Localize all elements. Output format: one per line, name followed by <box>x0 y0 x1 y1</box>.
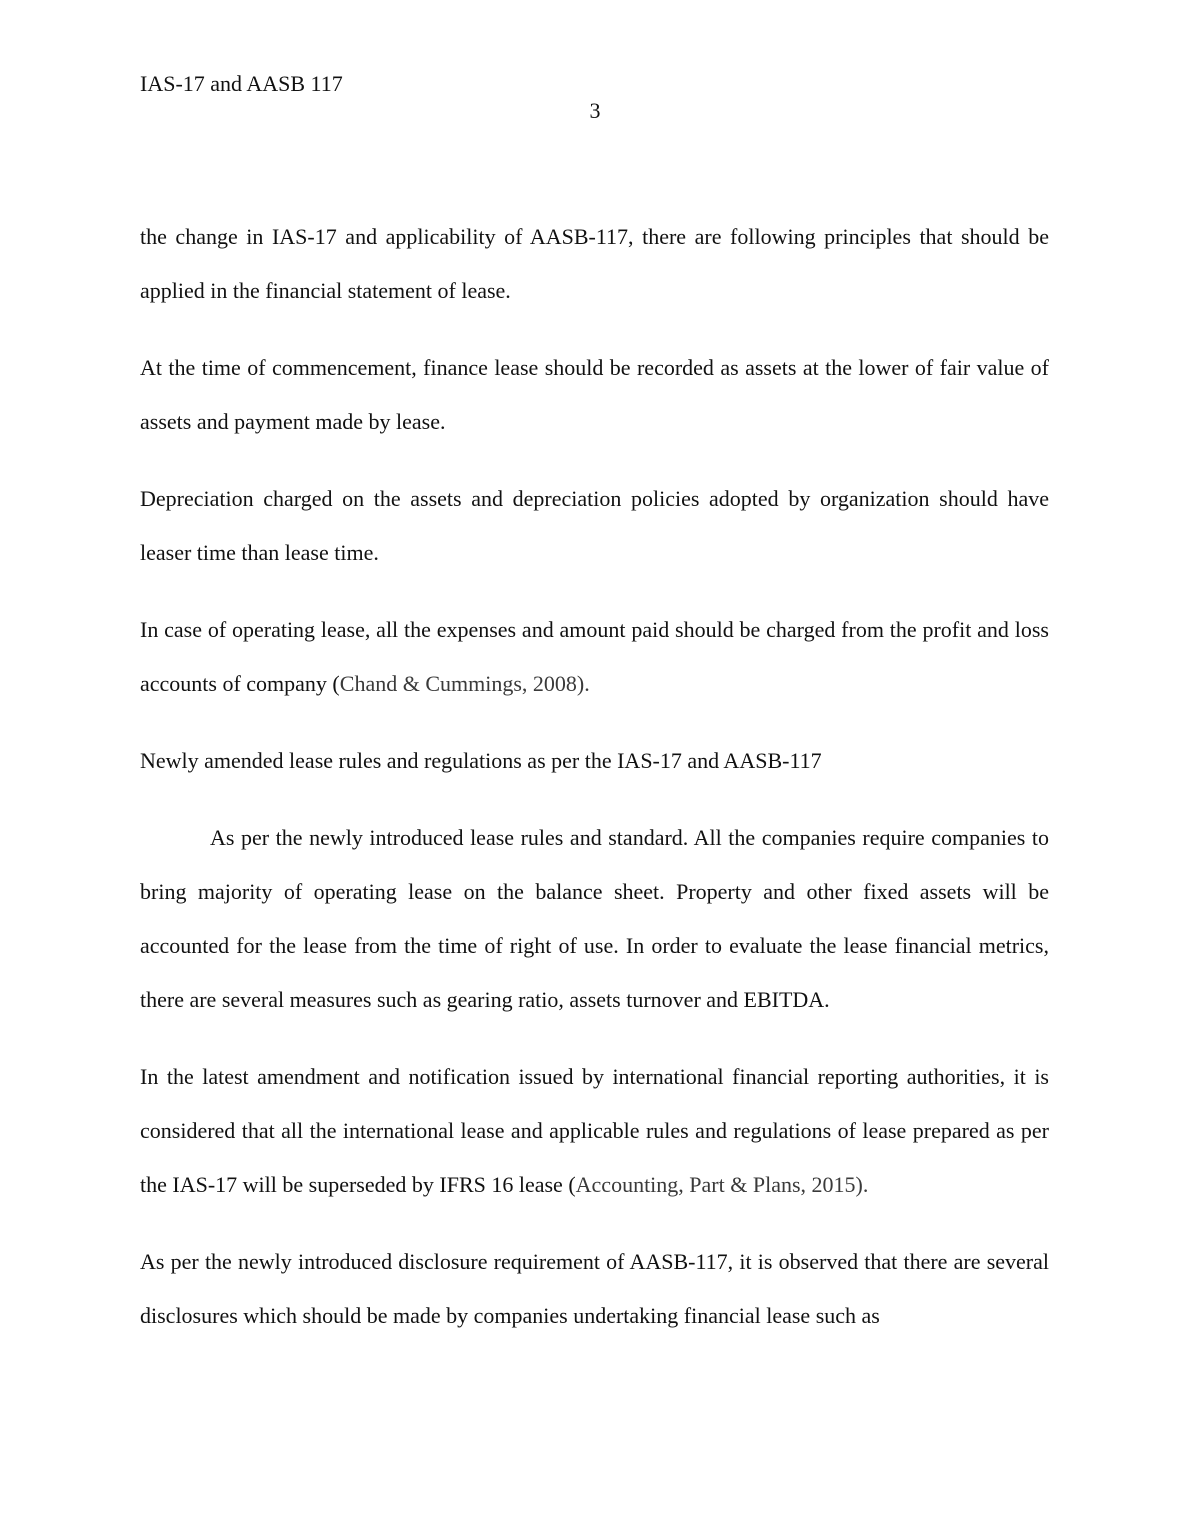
citation: Chand & Cummings, 2008). <box>339 671 590 696</box>
paragraph-operating-lease <box>140 603 1049 711</box>
running-head: IAS-17 and AASB 117 <box>140 71 343 96</box>
citation: Accounting, Part & Plans, 2015). <box>575 1172 869 1197</box>
paragraph-text: Depreciation charged on the assets and depreciation policies adopted by organization should have leaser time than lease time. <box>140 486 1049 565</box>
paragraph-ifrs16-amendment <box>140 1050 1049 1212</box>
paragraph-text: As per the newly introduced lease rules and standard. All the companies require companies to bring majority of operating lease on the balance sheet. Property and other fixed assets will be accounted for the lease from the time of right of use. In order to evaluate the lease financial metrics, there are several measures such as gearing ratio, assets turnover and EBITDA. <box>140 825 1049 1012</box>
document-body <box>140 210 1049 1366</box>
heading-text: Newly amended lease rules and regulations as per the IAS-17 and AASB-117 <box>140 748 822 773</box>
paragraph-text: As per the newly introduced disclosure requirement of AASB-117, it is observed that there are several disclosures which should be made by companies undertaking financial lease such as <box>140 1249 1049 1328</box>
paragraph-disclosure-requirements <box>140 1235 1049 1343</box>
paragraph-text: In the latest amendment and notification issued by international financial reporting authorities, it is considered that all the international lease and applicable rules and regulations of lease prepared as per the IAS-17 will be superseded by IFRS 16 lease ( <box>140 1064 1049 1197</box>
paragraph-lease-principles-intro <box>140 210 1049 318</box>
paragraph-text: In case of operating lease, all the expenses and amount paid should be charged from the profit and loss accounts of company ( <box>140 617 1049 696</box>
paragraph-new-lease-rules <box>140 811 1049 1027</box>
paragraph-depreciation <box>140 472 1049 580</box>
section-heading <box>140 734 1049 788</box>
page-number: 3 <box>589 98 601 123</box>
paragraph-finance-lease-recording <box>140 341 1049 449</box>
paragraph-text: the change in IAS-17 and applicability of AASB-117, there are following principles that should be applied in the financial statement of lease. <box>140 224 1049 303</box>
paragraph-text: At the time of commencement, finance lease should be recorded as assets at the lower of fair value of assets and payment made by lease. <box>140 355 1049 434</box>
